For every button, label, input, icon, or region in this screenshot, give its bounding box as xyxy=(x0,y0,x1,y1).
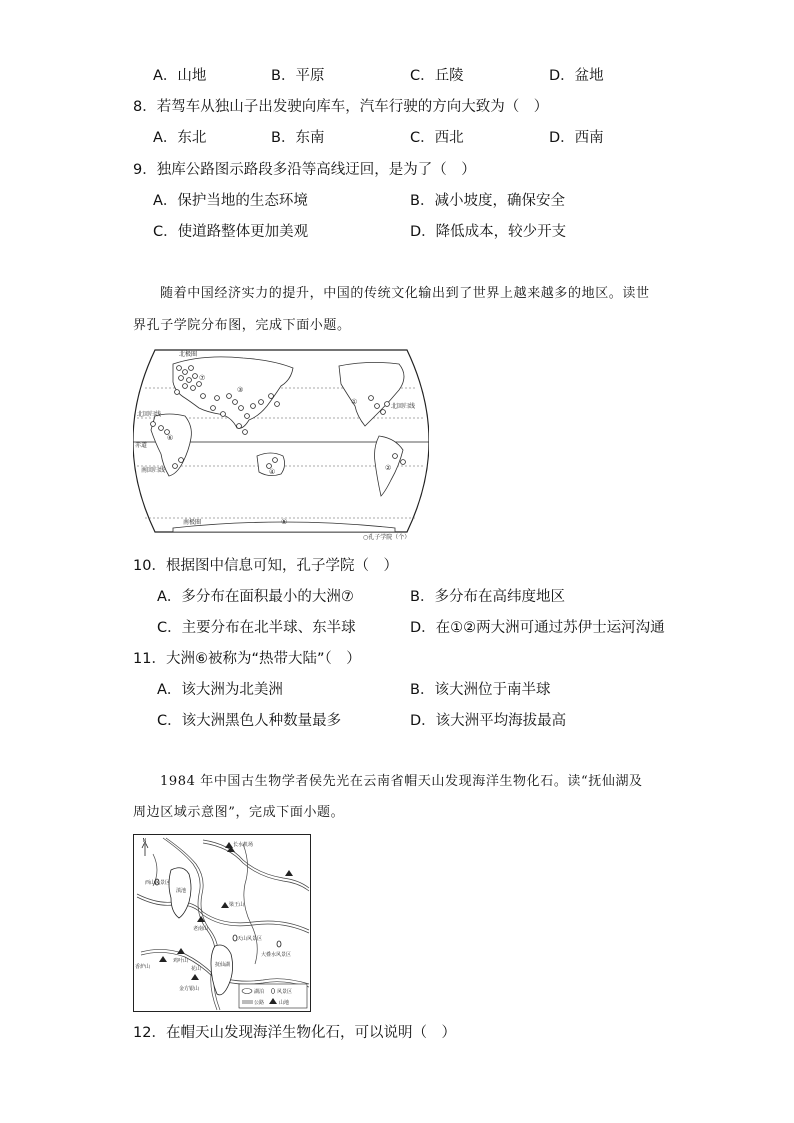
label-south-circle: 南极圈 xyxy=(183,519,202,526)
q8-option-c: C．西北 xyxy=(410,130,464,146)
map-legend: ○孔子学院（个） xyxy=(363,534,411,541)
institute-marker xyxy=(175,390,180,395)
institute-marker xyxy=(243,430,248,435)
q10-option-a: A．多分布在面积最小的大洲⑦ xyxy=(157,589,354,605)
legend-mountain-label: 山地 xyxy=(279,1000,290,1006)
continent-number-1: ① xyxy=(351,398,358,406)
q8-stem: 8．若驾车从独山子出发驶向库车，汽车行驶的方向大致为（ ） xyxy=(133,99,549,115)
institute-marker xyxy=(193,374,198,379)
continent-number-3: ③ xyxy=(237,386,244,394)
continent-number-4: ④ xyxy=(269,468,276,476)
q9-stem: 9．独库公路图示路段多沿等高线迂回，是为了（ ） xyxy=(133,162,476,178)
q9-option-a: A．保护当地的生态环境 xyxy=(153,193,308,209)
institute-marker xyxy=(183,370,188,375)
intro1-line1: 随着中国经济实力的提升，中国的传统文化输出到了世界上越来越多的地区。读世 xyxy=(160,286,650,301)
institute-marker xyxy=(189,366,194,371)
continent-number-2: ② xyxy=(385,464,392,472)
institute-marker xyxy=(183,384,188,389)
q8-option-a: A．东北 xyxy=(153,130,207,146)
institute-marker xyxy=(381,410,386,415)
legend-lake-icon xyxy=(242,989,252,994)
q10-option-c: C．主要分布在北半球、东半球 xyxy=(157,620,356,636)
label-xishan: 西山风景区 xyxy=(145,880,171,886)
institute-marker xyxy=(369,396,374,401)
label-fuxianhu: 抚仙湖 xyxy=(215,962,231,968)
q12-stem: 12．在帽天山发现海洋生物化石，可以说明（ ） xyxy=(133,1025,456,1041)
institute-marker xyxy=(211,406,216,411)
institute-marker xyxy=(177,366,182,371)
label-laonan: 老南山 xyxy=(193,926,209,932)
institute-marker xyxy=(273,458,278,463)
label-north-tropic-right: 北回归线 xyxy=(391,403,416,410)
q11-option-b: B．该大洲位于南半球 xyxy=(410,682,551,698)
institute-marker xyxy=(159,426,164,431)
institute-marker xyxy=(245,414,250,419)
legend-lake-label: 湖泊 xyxy=(254,989,265,995)
label-changshui: 长水机场 xyxy=(233,842,254,848)
q9-option-b: B．减小坡度，确保安全 xyxy=(410,193,565,209)
label-jiyeshan: 鸡叶山 xyxy=(173,958,189,964)
q9-option-c: C．使道路整体更加美观 xyxy=(153,224,309,240)
institute-marker xyxy=(197,382,202,387)
label-huashan: 花山 xyxy=(191,966,202,972)
q10-stem: 10．根据图中信息可知，孔子学院（ ） xyxy=(133,558,398,574)
label-tianshan: 天山风景区 xyxy=(237,936,263,942)
label-jinfangshan: 金方银山 xyxy=(179,986,200,992)
legend-box xyxy=(239,984,307,1008)
q8-option-b: B．东南 xyxy=(271,130,325,146)
institute-marker xyxy=(151,422,156,427)
label-south-tropic: 南回归线 xyxy=(141,467,166,474)
q9-option-d: D．降低成本，较少开支 xyxy=(410,224,567,240)
q10-option-b: B．多分布在高纬度地区 xyxy=(410,589,565,605)
institute-marker xyxy=(179,376,184,381)
q11-stem: 11．大洲⑥被称为“热带大陆”（ ） xyxy=(133,651,361,667)
q10-option-d: D．在①②两大洲可通过苏伊士运河沟通 xyxy=(410,620,665,636)
institute-marker xyxy=(227,394,232,399)
intro2-line1: 1984 年中国古生物学者侯先光在云南省帽天山发现海洋生物化石。读“抚仙湖及 xyxy=(160,774,643,789)
q7-option-b: B．平原 xyxy=(271,68,325,84)
legend-road-label: 公路 xyxy=(254,1000,265,1006)
label-north-circle: 北极圈 xyxy=(179,351,198,358)
label-dadieshui: 大叠水风景区 xyxy=(261,952,292,958)
label-equator: 赤道 xyxy=(135,442,148,449)
continent-number-7: ⑦ xyxy=(199,374,206,382)
institute-marker xyxy=(237,424,242,429)
institute-marker xyxy=(251,404,256,409)
institute-marker xyxy=(401,460,406,465)
q11-option-a: A．该大洲为北美洲 xyxy=(157,682,283,698)
institute-marker xyxy=(259,400,264,405)
institute-marker xyxy=(187,378,192,383)
map2-legend xyxy=(239,984,307,1008)
institute-marker xyxy=(173,464,178,469)
label-dianchi: 滇池 xyxy=(176,888,187,894)
label-north-tropic-left: 北回归线 xyxy=(137,411,162,418)
institute-marker xyxy=(375,404,380,409)
world-map-figure xyxy=(133,346,429,542)
continent-number-6: ⑥ xyxy=(167,434,174,442)
intro2-line2: 周边区域示意图”，完成下面小题。 xyxy=(133,805,345,820)
institute-marker xyxy=(201,394,206,399)
legend-scenic-label: 风景区 xyxy=(277,989,293,995)
label-liangwang: 梁王山 xyxy=(229,902,245,908)
north-label: N xyxy=(142,838,147,844)
institute-marker xyxy=(385,402,390,407)
institute-marker xyxy=(393,454,398,459)
institute-marker xyxy=(221,412,226,417)
intro1-line2: 界孔子学院分布图，完成下面小题。 xyxy=(133,318,351,333)
q11-option-d: D．该大洲平均海拔最高 xyxy=(410,713,567,729)
label-xianglushan: 香炉山 xyxy=(135,964,151,970)
continent-number-5: ⑤ xyxy=(281,518,288,526)
institute-marker xyxy=(239,406,244,411)
q7-option-c: C．丘陵 xyxy=(410,68,464,84)
fuxian-lake-map-figure xyxy=(133,834,311,1012)
institute-marker xyxy=(269,394,274,399)
institute-marker xyxy=(275,402,280,407)
world-map xyxy=(133,346,429,542)
institute-marker xyxy=(215,396,220,401)
institute-marker xyxy=(233,400,238,405)
q7-option-d: D．盆地 xyxy=(549,68,604,84)
institute-marker xyxy=(179,458,184,463)
q11-option-c: C．该大洲黑色人种数量最多 xyxy=(157,713,342,729)
q7-option-a: A．山地 xyxy=(153,68,207,84)
fuxian-lake-map xyxy=(133,834,311,1012)
q8-option-d: D．西南 xyxy=(549,130,604,146)
institute-marker xyxy=(191,386,196,391)
